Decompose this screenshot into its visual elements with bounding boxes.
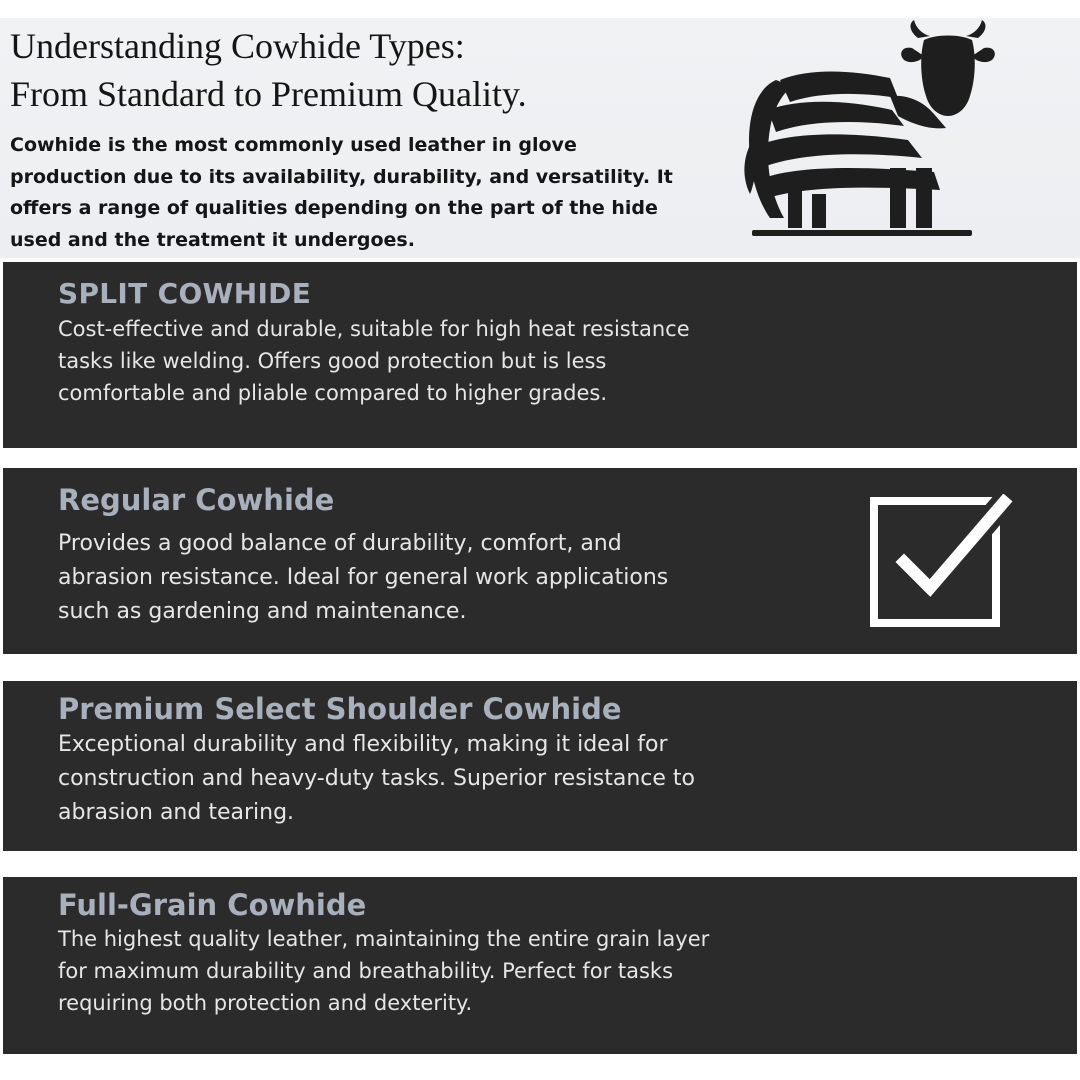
checkbox-checked-icon <box>866 494 1016 628</box>
section-description: The highest quality leather, maintaining the entire grain layer for maximum durability and breathability. Perfect for tasks requiring both protection and dexterity. <box>58 927 710 1015</box>
section-title: SPLIT COWHIDE <box>58 277 312 310</box>
section-title: Full-Grain Cowhide <box>58 888 367 922</box>
section-description: Provides a good balance of durability, comfort, and abrasion resistance. Ideal for general work applications such as gardening and maintenance. <box>58 531 669 624</box>
section-premium-select-shoulder-cowhide <box>3 681 1077 851</box>
section-description: Exceptional durability and flexibility, making it ideal for construction and heavy-duty tasks. Superior resistance to abrasion and tearing. <box>58 732 696 825</box>
intro-paragraph: Cowhide is the most commonly used leather in glove production due to its availability, durability, and versatility. It offers a range of qualities depending on the part of the hide used and the treatment it undergoes. <box>10 134 673 251</box>
section-description: Cost-effective and durable, suitable for high heat resistance tasks like welding. Offers good protection but is less comfortable and pliable compared to higher grades. <box>58 317 690 405</box>
page-title-line-2: From Standard to Premium Quality. <box>10 74 527 114</box>
page-title <box>10 22 730 118</box>
section-title: Premium Select Shoulder Cowhide <box>58 692 622 726</box>
cow-icon <box>740 18 1010 243</box>
section-full-grain-cowhide <box>3 877 1077 1054</box>
page-title-line-1: Understanding Cowhide Types: <box>10 26 465 66</box>
section-split-cowhide <box>3 262 1077 448</box>
section-title: Regular Cowhide <box>58 483 335 517</box>
